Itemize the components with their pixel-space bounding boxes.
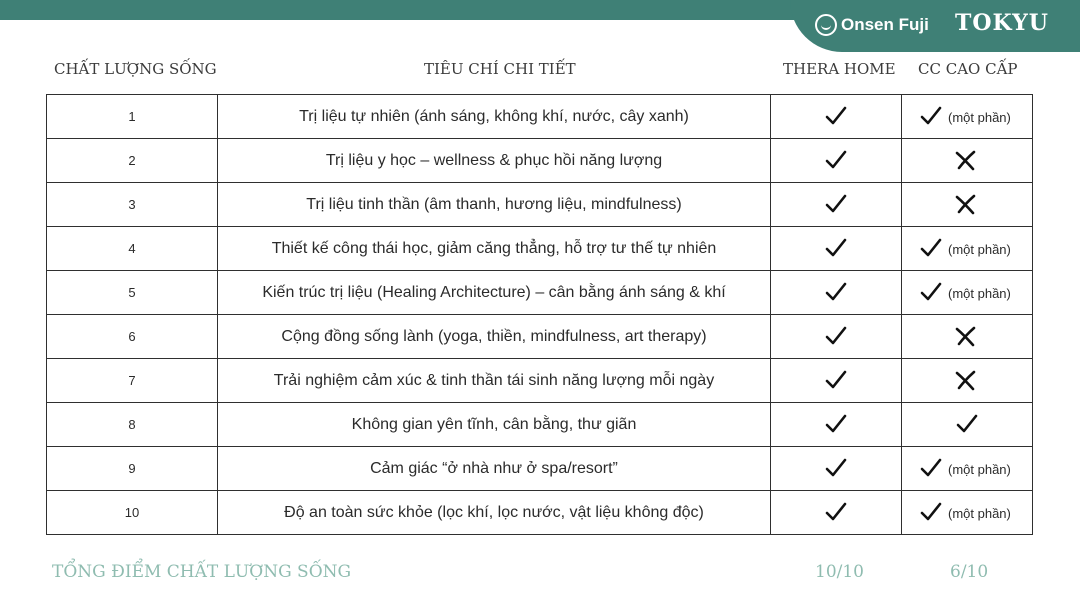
table-row [47, 271, 1033, 315]
cc-cao-cap-cell [902, 271, 1033, 315]
table-row [47, 491, 1033, 535]
table-row [47, 359, 1033, 403]
thera-home-cell [771, 271, 902, 315]
criterion-text: Trị liệu tự nhiên (ánh sáng, không khí, nước, cây xanh) [218, 95, 771, 139]
criterion-text: Độ an toàn sức khỏe (lọc khí, lọc nước, vật liệu không độc) [218, 491, 771, 535]
check-icon [825, 414, 847, 434]
cc-cao-cap-cell [902, 95, 1033, 139]
cc-cao-cap-cell [902, 403, 1033, 447]
criterion-text: Trải nghiệm cảm xúc & tinh thần tái sinh năng lượng mỗi ngày [218, 359, 771, 403]
header-quality-of-life: CHẤT LƯỢNG SỐNG [54, 60, 217, 78]
criterion-text: Trị liệu tinh thần (âm thanh, hương liệu, mindfulness) [218, 183, 771, 227]
table-row [47, 95, 1033, 139]
cc-cao-cap-cell [902, 315, 1033, 359]
footer-thera-score: 10/10 [815, 562, 864, 582]
check-icon [825, 106, 847, 126]
row-number: 6 [47, 315, 218, 359]
thera-home-cell [771, 491, 902, 535]
thera-home-cell [771, 139, 902, 183]
onsen-logo-text: Onsen Fuji [841, 15, 929, 34]
table-row [47, 403, 1033, 447]
partial-label: (một phần) [948, 110, 1011, 125]
row-number: 2 [47, 139, 218, 183]
criterion-text: Trị liệu y học – wellness & phục hồi năng lượng [218, 139, 771, 183]
thera-home-cell [771, 183, 902, 227]
check-icon [920, 502, 942, 522]
onsen-logo-icon [815, 14, 837, 36]
cc-cao-cap-cell [902, 139, 1033, 183]
check-icon [825, 458, 847, 478]
check-icon [920, 458, 942, 478]
row-number: 10 [47, 491, 218, 535]
check-icon [920, 282, 942, 302]
header-thera-home: THERA HOME [783, 60, 896, 78]
thera-home-cell [771, 403, 902, 447]
check-icon [825, 194, 847, 214]
header-cc-cao-cap: CC CAO CẤP [918, 60, 1018, 78]
check-icon [825, 150, 847, 170]
partial-label: (một phần) [948, 506, 1011, 521]
thera-home-cell [771, 315, 902, 359]
check-icon [825, 326, 847, 346]
table-row [47, 227, 1033, 271]
thera-home-cell [771, 359, 902, 403]
criterion-text: Kiến trúc trị liệu (Healing Architecture) – cân bằng ánh sáng & khí [218, 271, 771, 315]
table-row [47, 315, 1033, 359]
check-icon [920, 106, 942, 126]
thera-home-cell [771, 447, 902, 491]
table-row [47, 447, 1033, 491]
row-number: 1 [47, 95, 218, 139]
footer-cc-score: 6/10 [950, 562, 989, 582]
header-criteria: TIÊU CHÍ CHI TIẾT [424, 60, 576, 78]
check-icon [956, 414, 978, 434]
check-icon [825, 282, 847, 302]
table-row [47, 139, 1033, 183]
row-number: 4 [47, 227, 218, 271]
footer-total-label: TỔNG ĐIỂM CHẤT LƯỢNG SỐNG [52, 562, 352, 582]
table-row [47, 183, 1033, 227]
partial-label: (một phần) [948, 286, 1011, 301]
partial-label: (một phần) [948, 462, 1011, 477]
criterion-text: Thiết kế công thái học, giảm căng thẳng, hỗ trợ tư thế tự nhiên [218, 227, 771, 271]
cross-icon [954, 193, 978, 215]
criterion-text: Cảm giác “ở nhà như ở spa/resort” [218, 447, 771, 491]
check-icon [825, 370, 847, 390]
check-icon [825, 502, 847, 522]
thera-home-cell [771, 95, 902, 139]
cc-cao-cap-cell [902, 359, 1033, 403]
cc-cao-cap-cell [902, 183, 1033, 227]
cross-icon [954, 325, 978, 347]
check-icon [920, 238, 942, 258]
cross-icon [954, 149, 978, 171]
tokyu-logo: TOKYU [955, 10, 1049, 36]
thera-home-cell [771, 227, 902, 271]
cc-cao-cap-cell [902, 447, 1033, 491]
cc-cao-cap-cell [902, 491, 1033, 535]
row-number: 5 [47, 271, 218, 315]
criterion-text: Cộng đồng sống lành (yoga, thiền, mindfulness, art therapy) [218, 315, 771, 359]
row-number: 3 [47, 183, 218, 227]
cross-icon [954, 369, 978, 391]
row-number: 8 [47, 403, 218, 447]
row-number: 9 [47, 447, 218, 491]
comparison-table [46, 94, 1033, 535]
criterion-text: Không gian yên tĩnh, cân bằng, thư giãn [218, 403, 771, 447]
onsen-fuji-logo [815, 14, 929, 36]
check-icon [825, 238, 847, 258]
partial-label: (một phần) [948, 242, 1011, 257]
cc-cao-cap-cell [902, 227, 1033, 271]
row-number: 7 [47, 359, 218, 403]
